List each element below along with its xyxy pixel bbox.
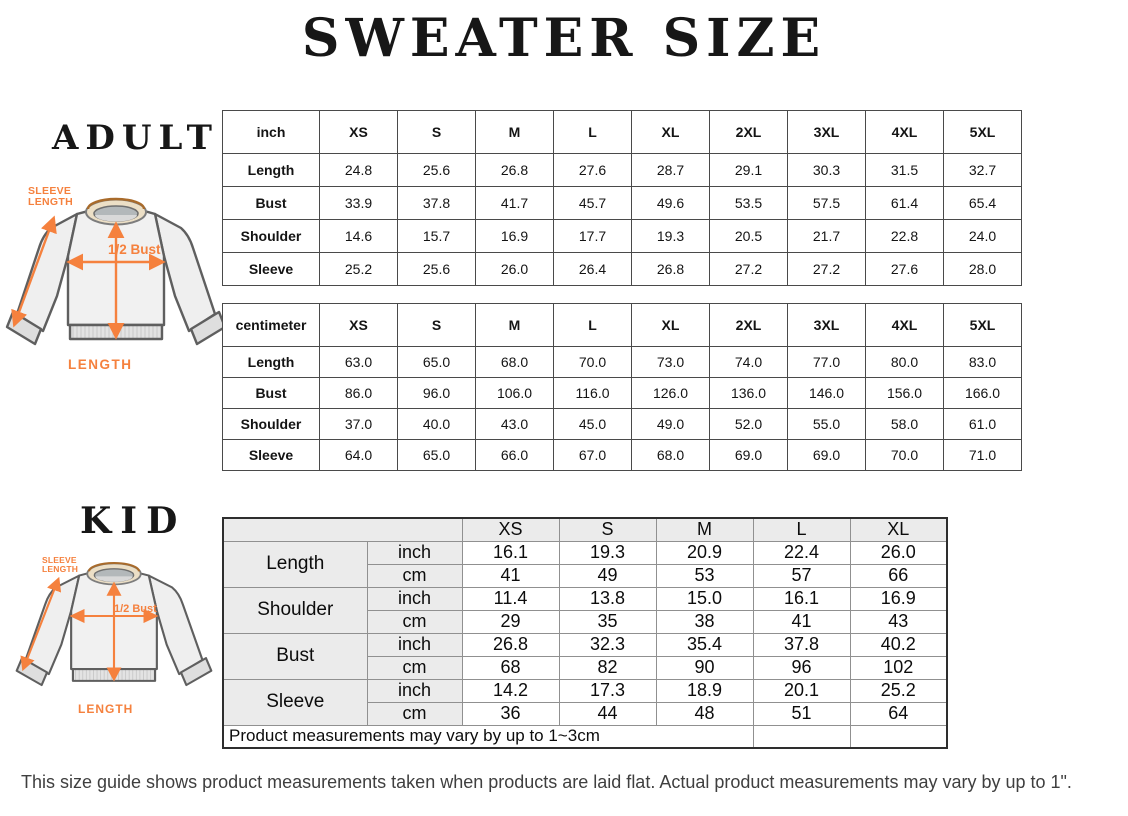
measure-value: 36 [462, 702, 559, 725]
measure-value: 26.8 [462, 633, 559, 656]
measure-value: 96 [753, 656, 850, 679]
table-row [223, 440, 1022, 471]
measure-value: 17.3 [559, 679, 656, 702]
measure-value: 35 [559, 610, 656, 633]
bottom-note: This size guide shows product measurements taken when products are laid flat. Actual product measurements may vary by up to 1". [21, 772, 1072, 792]
measure-value: 126.0 [632, 378, 710, 409]
measure-value: 51 [753, 702, 850, 725]
measure-value: 57.5 [788, 187, 866, 220]
measure-value: 25.2 [320, 253, 398, 286]
measure-value: 26.8 [632, 253, 710, 286]
measure-value: 25.6 [398, 253, 476, 286]
measure-value: 86.0 [320, 378, 398, 409]
measure-value: 64.0 [320, 440, 398, 471]
measure-value: 28.7 [632, 154, 710, 187]
unit-header: inch [223, 111, 320, 154]
measure-value: 29.1 [710, 154, 788, 187]
size-header: M [476, 111, 554, 154]
size-header: XL [850, 518, 947, 541]
size-header: XS [320, 111, 398, 154]
measure-value: 116.0 [554, 378, 632, 409]
measure-value: 63.0 [320, 347, 398, 378]
measure-value: 14.6 [320, 220, 398, 253]
table-row [223, 220, 1022, 253]
measure-value: 49.0 [632, 409, 710, 440]
table-row [223, 378, 1022, 409]
kid-section-label: KID [80, 500, 187, 542]
measure-value: 18.9 [656, 679, 753, 702]
measure-value: 16.9 [476, 220, 554, 253]
adult-section-label: ADULT [52, 118, 219, 158]
measure-value: 61.0 [944, 409, 1022, 440]
measure-value: 14.2 [462, 679, 559, 702]
measure-label: Shoulder [223, 409, 320, 440]
measure-value: 57 [753, 564, 850, 587]
measure-value: 83.0 [944, 347, 1022, 378]
measure-label: Shoulder [223, 220, 320, 253]
measure-value: 40.0 [398, 409, 476, 440]
unit-header: centimeter [223, 304, 320, 347]
measure-value: 61.4 [866, 187, 944, 220]
kid-size-table [222, 517, 948, 749]
page-title: SWEATER SIZE [301, 8, 827, 69]
size-header: S [398, 111, 476, 154]
measure-value: 68.0 [632, 440, 710, 471]
measure-value: 70.0 [866, 440, 944, 471]
measure-value: 106.0 [476, 378, 554, 409]
size-header: M [476, 304, 554, 347]
measure-label: Bust [223, 633, 367, 679]
measure-value: 66 [850, 564, 947, 587]
measure-value: 17.7 [554, 220, 632, 253]
measure-value: 80.0 [866, 347, 944, 378]
measure-value: 35.4 [656, 633, 753, 656]
measure-value: 16.9 [850, 587, 947, 610]
measure-value: 40.2 [850, 633, 947, 656]
measure-value: 69.0 [788, 440, 866, 471]
measure-value: 26.4 [554, 253, 632, 286]
adult-sleeve-length-label: SLEEVE LENGTH [28, 185, 73, 209]
size-header: 3XL [788, 111, 866, 154]
kid-sleeve-length-label: SLEEVE LENGTH [42, 555, 79, 575]
measure-value: 53 [656, 564, 753, 587]
size-header: L [554, 304, 632, 347]
measure-value: 15.0 [656, 587, 753, 610]
measure-value: 49.6 [632, 187, 710, 220]
measure-value: 37.8 [398, 187, 476, 220]
measure-value: 49 [559, 564, 656, 587]
kid-length-label: LENGTH [78, 702, 134, 716]
measure-value: 68 [462, 656, 559, 679]
measure-value: 37.8 [753, 633, 850, 656]
measure-value: 27.6 [866, 253, 944, 286]
measure-label: Length [223, 154, 320, 187]
unit-label: inch [367, 587, 462, 610]
measure-value: 30.3 [788, 154, 866, 187]
measure-value: 25.6 [398, 154, 476, 187]
measure-label: Length [223, 347, 320, 378]
unit-label: cm [367, 610, 462, 633]
table-row [223, 347, 1022, 378]
measure-value: 44 [559, 702, 656, 725]
table-row [223, 409, 1022, 440]
measure-value: 26.0 [850, 541, 947, 564]
measure-value: 37.0 [320, 409, 398, 440]
measure-value: 52.0 [710, 409, 788, 440]
adult-sweater-diagram [4, 186, 228, 376]
measure-value: 20.1 [753, 679, 850, 702]
measure-value: 22.4 [753, 541, 850, 564]
table-row [223, 154, 1022, 187]
empty-cell [753, 725, 850, 748]
measure-value: 26.8 [476, 154, 554, 187]
measure-label: Shoulder [223, 587, 367, 633]
measure-value: 11.4 [462, 587, 559, 610]
measure-value: 15.7 [398, 220, 476, 253]
measure-value: 68.0 [476, 347, 554, 378]
measure-value: 64 [850, 702, 947, 725]
measure-value: 73.0 [632, 347, 710, 378]
sweater-illustration-icon [14, 552, 214, 712]
measure-value: 58.0 [866, 409, 944, 440]
measure-value: 13.8 [559, 587, 656, 610]
measure-value: 77.0 [788, 347, 866, 378]
measure-value: 69.0 [710, 440, 788, 471]
measure-value: 16.1 [753, 587, 850, 610]
adult-length-label: LENGTH [68, 357, 133, 372]
size-header: XS [462, 518, 559, 541]
measure-value: 41 [462, 564, 559, 587]
adult-inch-table [222, 110, 1022, 286]
measure-value: 146.0 [788, 378, 866, 409]
sweater-illustration-icon [4, 186, 228, 376]
unit-label: inch [367, 541, 462, 564]
measure-value: 21.7 [788, 220, 866, 253]
size-header: 2XL [710, 304, 788, 347]
measure-value: 24.0 [944, 220, 1022, 253]
measure-value: 70.0 [554, 347, 632, 378]
measure-value: 71.0 [944, 440, 1022, 471]
measure-value: 65.0 [398, 347, 476, 378]
measure-value: 90 [656, 656, 753, 679]
measure-value: 67.0 [554, 440, 632, 471]
measure-label: Bust [223, 187, 320, 220]
measure-value: 43 [850, 610, 947, 633]
measure-label: Length [223, 541, 367, 587]
kid-half-bust-label: 1/2 Bust [114, 603, 157, 615]
measure-value: 29 [462, 610, 559, 633]
size-header: XL [632, 304, 710, 347]
measure-value: 166.0 [944, 378, 1022, 409]
size-header: L [753, 518, 850, 541]
measure-value: 45.0 [554, 409, 632, 440]
size-header: S [398, 304, 476, 347]
measure-value: 74.0 [710, 347, 788, 378]
kid-sweater-diagram [14, 552, 214, 716]
measure-value: 136.0 [710, 378, 788, 409]
measure-value: 19.3 [632, 220, 710, 253]
measure-value: 27.2 [788, 253, 866, 286]
measure-value: 45.7 [554, 187, 632, 220]
measure-value: 20.5 [710, 220, 788, 253]
measure-value: 24.8 [320, 154, 398, 187]
size-header: 4XL [866, 304, 944, 347]
measure-value: 65.0 [398, 440, 476, 471]
size-header: M [656, 518, 753, 541]
measure-value: 41.7 [476, 187, 554, 220]
measure-value: 48 [656, 702, 753, 725]
table-row [223, 253, 1022, 286]
corner-cell [223, 518, 462, 541]
size-header: S [559, 518, 656, 541]
measure-label: Sleeve [223, 679, 367, 725]
measure-value: 27.6 [554, 154, 632, 187]
size-header: L [554, 111, 632, 154]
size-header: 5XL [944, 111, 1022, 154]
measure-value: 65.4 [944, 187, 1022, 220]
unit-label: cm [367, 702, 462, 725]
measure-value: 19.3 [559, 541, 656, 564]
measure-value: 31.5 [866, 154, 944, 187]
table-row [223, 587, 947, 610]
size-header: XS [320, 304, 398, 347]
measure-value: 28.0 [944, 253, 1022, 286]
size-header: XL [632, 111, 710, 154]
measure-value: 82 [559, 656, 656, 679]
measure-label: Bust [223, 378, 320, 409]
measure-value: 27.2 [710, 253, 788, 286]
measure-value: 55.0 [788, 409, 866, 440]
measure-value: 53.5 [710, 187, 788, 220]
table-row [223, 633, 947, 656]
measure-value: 43.0 [476, 409, 554, 440]
table-row [223, 541, 947, 564]
unit-label: cm [367, 656, 462, 679]
measure-value: 22.8 [866, 220, 944, 253]
measure-value: 26.0 [476, 253, 554, 286]
measure-value: 41 [753, 610, 850, 633]
size-header: 2XL [710, 111, 788, 154]
adult-cm-table [222, 303, 1022, 471]
measure-value: 156.0 [866, 378, 944, 409]
measure-value: 20.9 [656, 541, 753, 564]
note-text: Product measurements may vary by up to 1~3cm [223, 725, 753, 748]
size-header: 5XL [944, 304, 1022, 347]
measure-value: 66.0 [476, 440, 554, 471]
unit-label: inch [367, 633, 462, 656]
measure-label: Sleeve [223, 440, 320, 471]
measure-value: 33.9 [320, 187, 398, 220]
measure-value: 32.7 [944, 154, 1022, 187]
measure-value: 16.1 [462, 541, 559, 564]
measure-value: 96.0 [398, 378, 476, 409]
size-header: 4XL [866, 111, 944, 154]
adult-half-bust-label: 1/2 Bust [108, 242, 161, 257]
table-row [223, 187, 1022, 220]
unit-label: inch [367, 679, 462, 702]
measure-value: 32.3 [559, 633, 656, 656]
measure-value: 25.2 [850, 679, 947, 702]
table-row [223, 679, 947, 702]
measure-value: 38 [656, 610, 753, 633]
table-note-row [223, 725, 947, 748]
size-header: 3XL [788, 304, 866, 347]
measure-value: 102 [850, 656, 947, 679]
empty-cell [850, 725, 947, 748]
unit-label: cm [367, 564, 462, 587]
measure-label: Sleeve [223, 253, 320, 286]
